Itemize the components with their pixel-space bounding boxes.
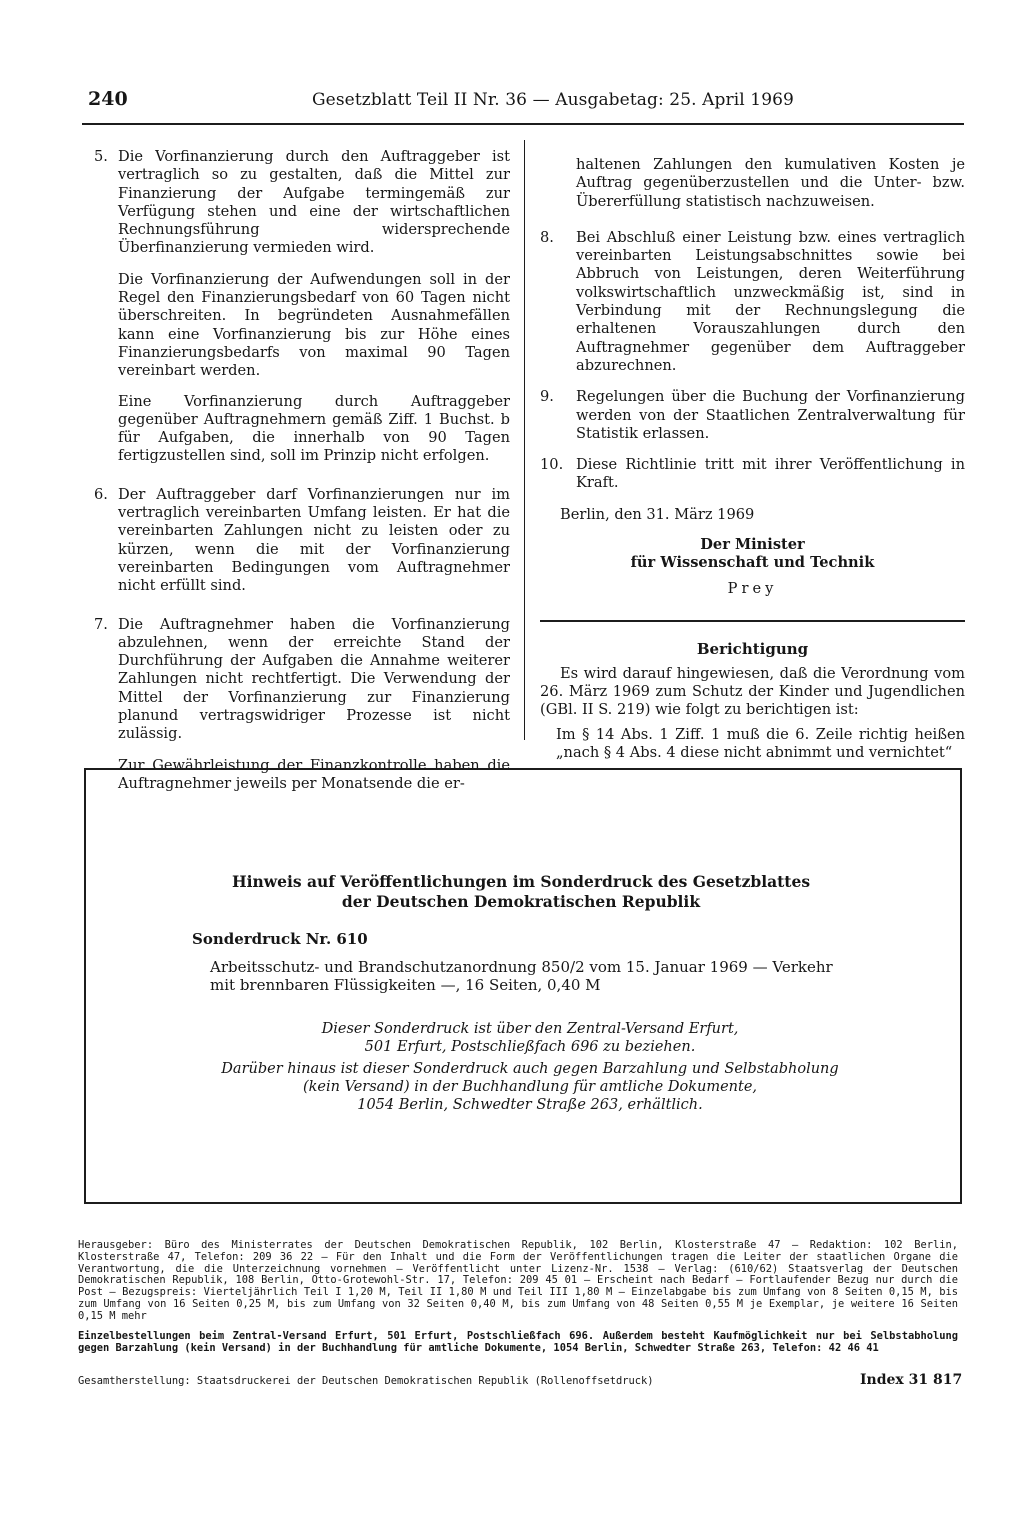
section-7 xyxy=(94,616,510,744)
header-rule xyxy=(82,123,964,125)
correction-title: Berichtigung xyxy=(696,640,809,659)
index-number: Index 31 817 xyxy=(860,1372,963,1388)
ordering-info xyxy=(210,1020,850,1114)
section-text: Der Auftraggeber darf Vorfinanzierungen nur im vertraglich vereinbarten Umfang leisten. Er hat die vereinbarten Zahlungen nicht zu leisten oder zu kürzen, wenn die mit der Vorfinanzierung vereinbarten Bedingungen vom Auftragnehmer nicht erfüllt sind. xyxy=(118,485,510,595)
section-number: 9. xyxy=(540,388,554,406)
section-9 xyxy=(540,388,965,443)
section-5-paragraph-3: Eine Vorfinanzierung durch Auftraggeber gegenüber Auftragnehmern gemäß Ziff. 1 Buchst. b für Aufgaben, die innerhalb von 90 Tagen fertigzustellen sind, soll im Prinzip nicht erfolgen. xyxy=(118,392,510,465)
ordering-line-5: 1054 Berlin, Schwedter Straße 263, erhältlich. xyxy=(357,1097,703,1113)
section-rule xyxy=(540,620,965,622)
notice-heading-line-1: Hinweis auf Veröffentlichungen im Sonderdruck des Gesetzblattes xyxy=(231,872,811,891)
correction-text: Es wird darauf hingewiesen, daß die Verordnung vom 26. März 1969 zum Schutz der Kinder und Jugendlichen (GBl. II S. 219) wie folgt zu berichtigen ist: xyxy=(540,664,965,719)
section-text: Die Auftragnehmer haben die Vorfinanzierung abzulehnen, wenn der erreichte Stand der Durchführung der Aufgaben die Annahme weiterer Zahlungen nicht rechtfertigt. Die Verwendung der Mittel der Vorfinanzierung zur Finanzierung planund vertragswidriger Prozesse ist nicht zulässig. xyxy=(118,615,510,743)
running-header: Gesetzblatt Teil II Nr. 36 — Ausgabetag: 25. April 1969 xyxy=(312,90,794,110)
section-8 xyxy=(540,229,965,375)
section-6 xyxy=(94,486,510,596)
ordering-line-3: Darüber hinaus ist dieser Sonderdruck auch gegen Barzahlung und Selbstabholung xyxy=(221,1061,839,1077)
right-column xyxy=(540,156,965,762)
place-date: Berlin, den 31. März 1969 xyxy=(560,505,755,523)
publisher-imprint: Herausgeber: Büro des Ministerrates der Deutschen Demokratischen Republik, 102 Berlin, Klosterstraße 47 — Redaktion: 102 Berlin, Klosterstraße 47, Telefon: 209 36 22 — Für den Inhalt und die Form der Veröffentlichungen tragen die Leiter der staatlichen Organe die Verantwortung, die die Unterzeichnung vornehmen — Veröffentlicht unter Lizenz-Nr. 1538 — Verlag: (610/62) Staatsverlag der Deutschen Demokratischen Republik, 108 Berlin, Otto-Grotewohl-Str. 17, Telefon: 209 45 01 — Erscheint nach Bedarf — Fortlaufender Bezug nur durch die Post — Bezugspreis: Vierteljährlich Teil I 1,20 M, Teil II 1,80 M und Teil III 1,80 M — Einzelabgabe bis zum Umfang von 8 Seiten 0,15 M, bis zum Umfang von 16 Seiten 0,25 M, bis zum Umfang von 32 Seiten 0,40 M, bis zum Umfang von 48 Seiten 0,55 M je Exemplar, je weitere 16 Seiten 0,15 M mehr xyxy=(78,1239,958,1322)
section-number: 8. xyxy=(540,228,554,246)
signatory-ministry: für Wissenschaft und Technik xyxy=(630,554,875,572)
section-10 xyxy=(540,456,965,493)
correction-fix: Im § 14 Abs. 1 Ziff. 1 muß die 6. Zeile richtig heißen „nach § 4 Abs. 4 diese nicht abnimmt und vernichtet“ xyxy=(556,725,965,761)
continued-paragraph: haltenen Zahlungen den kumulativen Kosten je Auftrag gegenüberzustellen und die Unter- bzw. Übererfüllung statistisch nachzuweisen. xyxy=(576,156,965,210)
section-number: 6. xyxy=(94,485,108,503)
page-number: 240 xyxy=(88,88,128,110)
notice-heading-line-2: der Deutschen Demokratischen Republik xyxy=(341,892,701,911)
order-information: Einzelbestellungen beim Zentral-Versand Erfurt, 501 Erfurt, Postschließfach 696. Außerdem besteht Kaufmöglichkeit nur bei Selbstabholung gegen Barzahlung (kein Versand) in der Buchhandlung für amtliche Dokumente, 1054 Berlin, Schwedter Straße 263, Telefon: 42 46 41 xyxy=(78,1330,958,1354)
section-text: Diese Richtlinie tritt mit ihrer Veröffentlichung in Kraft. xyxy=(576,456,965,492)
section-number: 10. xyxy=(540,456,564,474)
left-column xyxy=(94,148,510,805)
column-divider xyxy=(524,140,525,740)
ordering-line-2: 501 Erfurt, Postschließfach 696 zu beziehen. xyxy=(364,1039,696,1055)
special-print-description: Arbeitsschutz- und Brandschutzanordnung 850/2 vom 15. Januar 1969 — Verkehr mit brennbaren Flüssigkeiten —, 16 Seiten, 0,40 M xyxy=(210,958,833,994)
section-5-paragraph-2: Die Vorfinanzierung der Aufwendungen soll in der Regel den Finanzierungsbedarf von 60 Tagen nicht überschreiten. In begründeten Ausnahmefällen kann eine Vorfinanzierung bis zur Höhe eines Finanzierungsbedarfs von maximal 90 Tagen vereinbart werden. xyxy=(118,270,510,380)
ordering-line-1: Dieser Sonderdruck ist über den Zentral-Versand Erfurt, xyxy=(321,1021,739,1037)
signatory-name: Prey xyxy=(727,580,778,598)
section-5 xyxy=(94,148,510,258)
section-text: Bei Abschluß einer Leistung bzw. eines vertraglich vereinbarten Leistungsabschnittes sowie bei Abbruch von Leistungen, deren Weiterführung volkswirtschaftlich unzweckmäßig ist, sind in Verbindung mit der Rechnungslegung die erhaltenen Vorauszahlungen durch den Auftragnehmer gegenüber dem Auftraggeber abzurechnen. xyxy=(576,228,965,374)
ordering-line-4: (kein Versand) in der Buchhandlung für amtliche Dokumente, xyxy=(302,1079,758,1095)
section-text: Regelungen über die Buchung der Vorfinanzierung werden von der Staatlichen Zentralverwaltung für Statistik erlassen. xyxy=(576,388,965,442)
section-number: 5. xyxy=(94,148,108,165)
special-print-label: Sonderdruck Nr. 610 xyxy=(192,930,368,948)
section-7-paragraph-2: Zur Gewährleistung der Finanzkontrolle haben die Auftragnehmer jeweils per Monatsende die er- xyxy=(118,756,510,792)
section-text: Die Vorfinanzierung durch den Auftraggeber ist vertraglich so zu gestalten, daß die Mittel zur Finanzierung der Aufgabe termingemäß zur Verfügung stehen und eine der wirtschaftlichen Rechnungsführung widersprechende Überfinanzierung vermieden wird. xyxy=(118,148,510,257)
printer-line: Gesamtherstellung: Staatsdruckerei der Deutschen Demokratischen Republik (Rollenoffsetdruck) xyxy=(78,1375,654,1387)
signatory-title: Der Minister xyxy=(700,536,805,554)
section-number: 7. xyxy=(94,615,108,633)
notice-heading xyxy=(84,872,958,912)
